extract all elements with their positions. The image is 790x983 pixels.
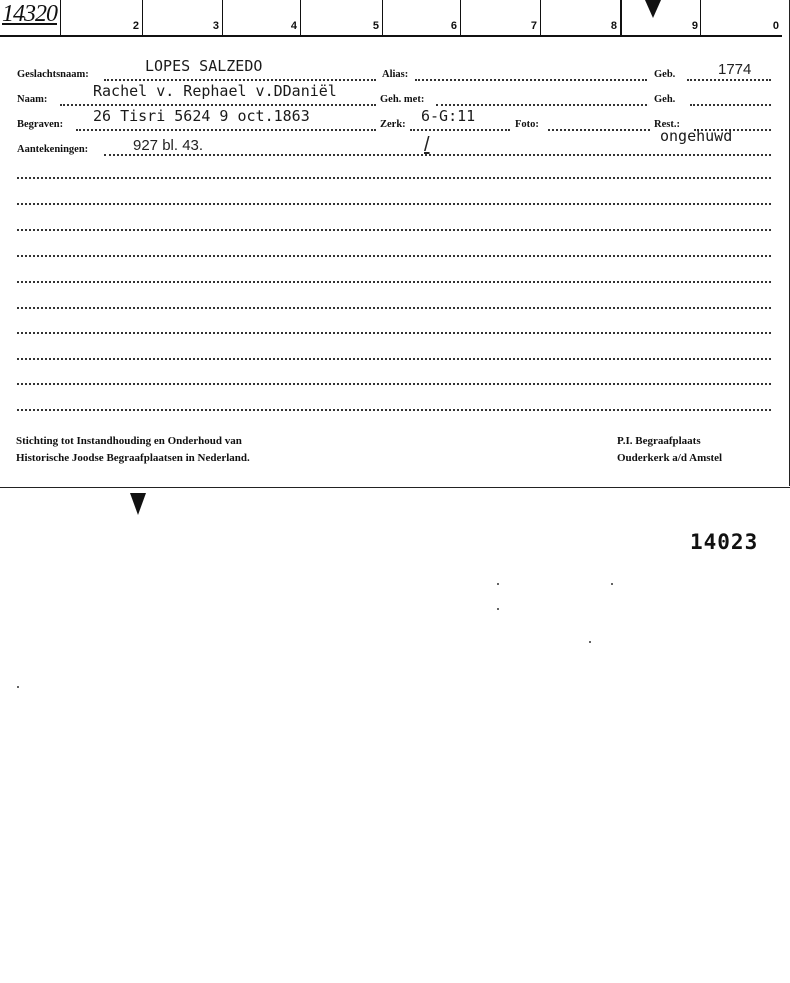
number-tab-strip (0, 0, 782, 37)
blank-note-line (17, 229, 771, 231)
footer-cemetery (617, 433, 722, 467)
naam-label: Naam: (17, 94, 48, 105)
blank-note-line (17, 358, 771, 360)
aantekeningen-value: 927 bl. 43. (133, 137, 204, 154)
footer-cemetery-line: P.I. Begraafplaats (617, 435, 701, 447)
dotted-line (104, 154, 771, 156)
dotted-line (76, 129, 376, 131)
scan-speck (497, 608, 499, 610)
blank-note-line (17, 177, 771, 179)
aantekeningen-label: Aantekeningen: (17, 144, 89, 155)
tab-4: 4 (222, 0, 301, 35)
tab-marker-icon (645, 0, 661, 18)
scan-speck (17, 686, 19, 688)
dotted-line (436, 104, 647, 106)
foto-label: Foto: (515, 119, 539, 130)
footer-organisation-line: Historische Joodse Begraafplaatsen in Nederland. (16, 452, 250, 464)
blank-note-line (17, 332, 771, 334)
zerk-value: 6-G:11 (421, 107, 476, 125)
naam-value: Rachel v. Rephael v.DDaniël (93, 82, 337, 100)
rest-label: Rest.: (654, 119, 680, 130)
alias-label: Alias: (382, 69, 409, 80)
footer-cemetery-line: Ouderkerk a/d Amstel (617, 452, 723, 464)
blank-note-line (17, 281, 771, 283)
blank-note-line (17, 383, 771, 385)
dotted-line (410, 129, 510, 131)
begraven-label: Begraven: (17, 119, 64, 130)
tab-6: 6 (382, 0, 461, 35)
geslachtsnaam-label: Geslachtsnaam: (17, 69, 89, 80)
tab-0: 0 (700, 0, 783, 35)
blank-note-line (17, 203, 771, 205)
footer-organisation (16, 433, 250, 467)
geh-met-label: Geh. met: (380, 94, 425, 105)
blank-note-line (17, 255, 771, 257)
tab-3: 3 (142, 0, 223, 35)
geb-label: Geb. (654, 69, 676, 80)
blank-note-line (17, 409, 771, 411)
dotted-line (104, 79, 376, 81)
card-bottom-edge (0, 487, 790, 488)
geb-value: 1774 (718, 61, 752, 78)
zerk-label: Zerk: (380, 119, 406, 130)
begraven-value: 26 Tisri 5624 9 oct.1863 (93, 107, 310, 125)
tab-9: 9 (620, 0, 702, 35)
cut-marker-icon (130, 493, 146, 515)
tab-5: 5 (300, 0, 383, 35)
tab-8: 8 (540, 0, 621, 35)
aantekeningen-mark: / (424, 134, 430, 156)
scan-speck (497, 583, 499, 585)
dotted-line (415, 79, 647, 81)
card-number: 14320 (2, 1, 57, 27)
scan-speck (589, 641, 591, 643)
dotted-line (60, 104, 376, 106)
blank-note-line (17, 307, 771, 309)
index-card (0, 0, 790, 486)
geh-label: Geh. (654, 94, 676, 105)
dotted-line (548, 129, 650, 131)
dotted-line (690, 104, 771, 106)
tab-2: 2 (60, 0, 143, 35)
scan-speck (611, 583, 613, 585)
dotted-line (687, 79, 771, 81)
scan-number: 14023 (690, 530, 759, 554)
tab-7: 7 (460, 0, 541, 35)
footer-organisation-line: Stichting tot Instandhouding en Onderhoud van (16, 435, 242, 447)
rest-value: ongehuwd (660, 127, 733, 145)
geslachtsnaam-value: LOPES SALZEDO (145, 57, 263, 75)
